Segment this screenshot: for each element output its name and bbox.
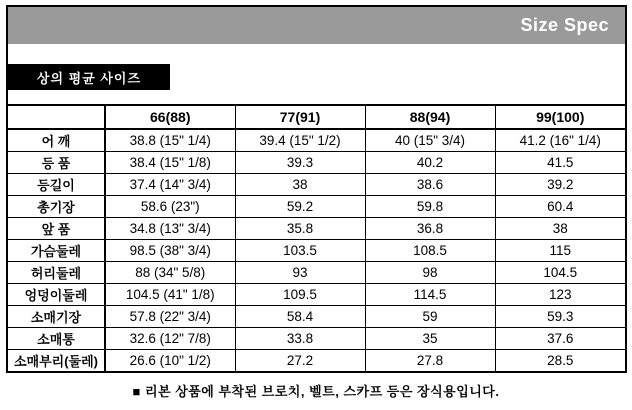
row-label: 등길이: [8, 173, 105, 195]
size-value-cell: 38: [235, 173, 365, 195]
size-value-cell: 60.4: [495, 195, 625, 217]
size-spec-panel: [6, 5, 627, 373]
row-label: 소매부리(둘레): [8, 349, 105, 371]
table-row: [8, 261, 625, 283]
size-value-cell: 34.8 (13" 3/4): [105, 217, 235, 239]
size-value-cell: 38: [495, 217, 625, 239]
table-header-row: [8, 105, 625, 129]
table-row: [8, 173, 625, 195]
row-label: 총기장: [8, 195, 105, 217]
page-title: Size Spec: [520, 15, 609, 35]
size-value-cell: 115: [495, 239, 625, 261]
size-value-cell: 26.6 (10" 1/2): [105, 349, 235, 371]
size-table: [8, 104, 625, 371]
size-value-cell: 109.5: [235, 283, 365, 305]
size-value-cell: 88 (34" 5/8): [105, 261, 235, 283]
size-value-cell: 104.5 (41" 1/8): [105, 283, 235, 305]
size-value-cell: 37.4 (14" 3/4): [105, 173, 235, 195]
size-value-cell: 41.5: [495, 151, 625, 173]
table-row: [8, 217, 625, 239]
size-value-cell: 103.5: [235, 239, 365, 261]
size-value-cell: 27.8: [365, 349, 495, 371]
section-label: [8, 64, 170, 90]
size-value-cell: 59.8: [365, 195, 495, 217]
size-value-cell: 35: [365, 327, 495, 349]
column-header: 88(94): [365, 105, 495, 129]
table-row: [8, 327, 625, 349]
row-label: 가슴둘레: [8, 239, 105, 261]
row-label: 어 깨: [8, 129, 105, 151]
size-value-cell: 39.3: [235, 151, 365, 173]
size-value-cell: 104.5: [495, 261, 625, 283]
row-label: 소매기장: [8, 305, 105, 327]
row-label: 엉덩이둘레: [8, 283, 105, 305]
size-value-cell: 38.6: [365, 173, 495, 195]
size-value-cell: 28.5: [495, 349, 625, 371]
size-value-cell: 98: [365, 261, 495, 283]
size-value-cell: 58.4: [235, 305, 365, 327]
size-value-cell: 32.6 (12" 7/8): [105, 327, 235, 349]
column-header: 77(91): [235, 105, 365, 129]
size-value-cell: 57.8 (22" 3/4): [105, 305, 235, 327]
table-row: [8, 129, 625, 151]
corner-cell: [8, 105, 105, 129]
footnote: [0, 381, 632, 400]
size-value-cell: 36.8: [365, 217, 495, 239]
size-value-cell: 38.4 (15" 1/8): [105, 151, 235, 173]
table-row: [8, 239, 625, 261]
titlebar: [8, 7, 625, 44]
size-value-cell: 108.5: [365, 239, 495, 261]
size-value-cell: 39.4 (15" 1/2): [235, 129, 365, 151]
column-header: 66(88): [105, 105, 235, 129]
size-value-cell: 27.2: [235, 349, 365, 371]
size-value-cell: 58.6 (23"): [105, 195, 235, 217]
size-value-cell: 41.2 (16" 1/4): [495, 129, 625, 151]
size-value-cell: 59.2: [235, 195, 365, 217]
row-label: 허리둘레: [8, 261, 105, 283]
size-value-cell: 59.3: [495, 305, 625, 327]
size-value-cell: 37.6: [495, 327, 625, 349]
size-value-cell: 40.2: [365, 151, 495, 173]
table-row: [8, 349, 625, 371]
column-header: 99(100): [495, 105, 625, 129]
section-label-text: 상의 평균 사이즈: [36, 70, 142, 86]
row-label: 소매통: [8, 327, 105, 349]
table-row: [8, 283, 625, 305]
size-value-cell: 123: [495, 283, 625, 305]
size-value-cell: 114.5: [365, 283, 495, 305]
size-value-cell: 98.5 (38" 3/4): [105, 239, 235, 261]
size-value-cell: 38.8 (15" 1/4): [105, 129, 235, 151]
size-value-cell: 93: [235, 261, 365, 283]
table-row: [8, 195, 625, 217]
row-label: 앞 품: [8, 217, 105, 239]
size-value-cell: 39.2: [495, 173, 625, 195]
size-value-cell: 40 (15" 3/4): [365, 129, 495, 151]
size-value-cell: 35.8: [235, 217, 365, 239]
row-label: 등 품: [8, 151, 105, 173]
table-body: [8, 129, 625, 371]
table-row: [8, 305, 625, 327]
table-row: [8, 151, 625, 173]
size-value-cell: 33.8: [235, 327, 365, 349]
size-value-cell: 59: [365, 305, 495, 327]
footnote-text: ■ 리본 상품에 부착된 브로치, 벨트, 스카프 등은 장식용입니다.: [132, 384, 500, 399]
